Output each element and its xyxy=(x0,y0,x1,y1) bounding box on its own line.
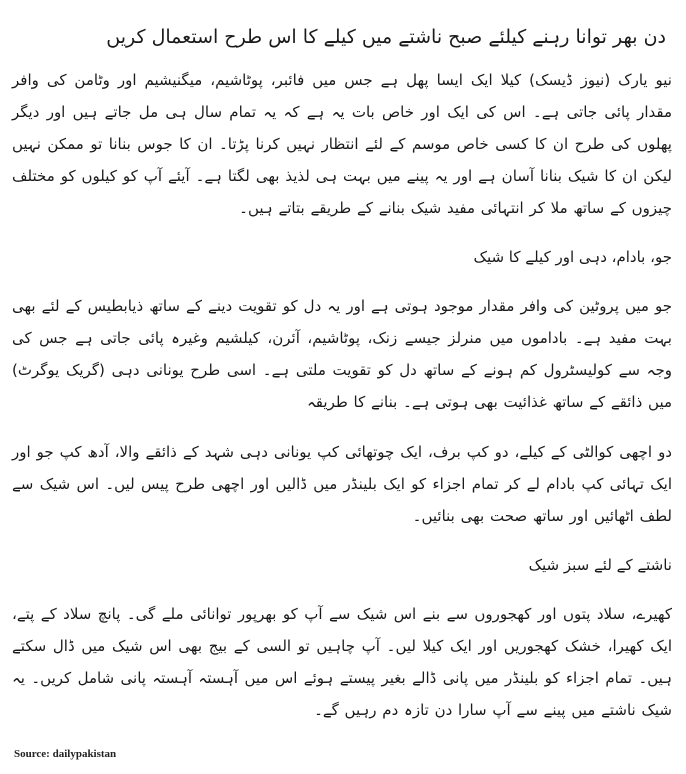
section2-paragraph-recipe: کھیرے، سلاد پتوں اور کھجوروں سے بنے اس شیک سے آپ کو بھرپور توانائی ملے گی۔ پانچ سلاد کے پتے، ایک کھیرا، خشک کھجوریں اور ایک کیلا لیں۔ آپ چاہیں تو السی کے بیج بھی اس شیک میں ڈال سکتے ہیں۔ تمام اجزاء کو بلینڈر میں پانی ڈالے بغیر پیستے ہوئے اس میں آہستہ آہستہ پانی شامل کریں۔ یہ شیک ناشتے میں پینے سے آپ سارا دن تازہ دم رہیں گے۔ xyxy=(12,605,672,719)
section-heading-green-shake: ناشتے کے لئے سبز شیک xyxy=(528,556,672,574)
section-heading-oats-almond-shake: جو، بادام، دہی اور کیلے کا شیک xyxy=(473,248,672,266)
intro-paragraph: نیو یارک (نیوز ڈیسک) کیلا ایک ایسا پھل ہے جس میں فائبر، پوٹاشیم، میگنیشیم اور وٹامن کی وافر مقدار پائی جاتی ہے۔ اس کی ایک اور خاص بات یہ ہے کہ یہ تمام سال ہی مل جاتے ہیں اور دیگر پھلوں کی طرح ان کا کسی خاص موسم کے لئے انتظار نہیں کرنا پڑتا۔ ان کا جوس بنانا تو ممکن نہیں لیکن ان کا شیک بنانا آسان ہے اور یہ پینے میں بہت ہی لذیذ بھی لگتا ہے۔ آیئے آپ کو کیلوں کو مختلف چیزوں کے ساتھ ملا کر انتہائی مفید شیک بنانے کے طریقے بتاتے ہیں۔ xyxy=(12,71,672,217)
article-title: دن بھر توانا رہنے کیلئے صبح ناشتے میں کیلے کا اس طرح استعمال کریں xyxy=(106,26,666,48)
section1-paragraph-recipe: دو اچھی کوالٹی کے کیلے، دو کپ برف، ایک چوتھائی کپ یونانی دہی شہد کے ذائقے والا، آدھ کپ جو اور ایک تہائی کپ بادام لے کر تمام اجزاء کو ایک بلینڈر میں ڈالیں اور اچھی طرح پیس لیں۔ اس شیک سے لطف اٹھائیں اور ساتھ صحت بھی بنائیں۔ xyxy=(12,443,672,525)
section1-paragraph-benefits: جو میں پروٹین کی وافر مقدار موجود ہوتی ہے اور یہ دل کو تقویت دینے کے ساتھ ذیابطیس کے لئے بھی بہت مفید ہے۔ باداموں میں منرلز جیسے زنک، پوٹاشیم، آئرن، کیلشیم وغیرہ پائی جاتی ہے جس کی وجہ سے کولیسٹرول کم ہونے کے ساتھ دل کو تقویت ملتی ہے۔ اسی طرح یونانی دہی (گریک یوگرٹ) میں ذائقے کے ساتھ غذائیت بھی ہوتی ہے۔ بنانے کا طریقہ xyxy=(12,297,672,411)
source-credit: Source: dailypakistan xyxy=(14,748,117,760)
